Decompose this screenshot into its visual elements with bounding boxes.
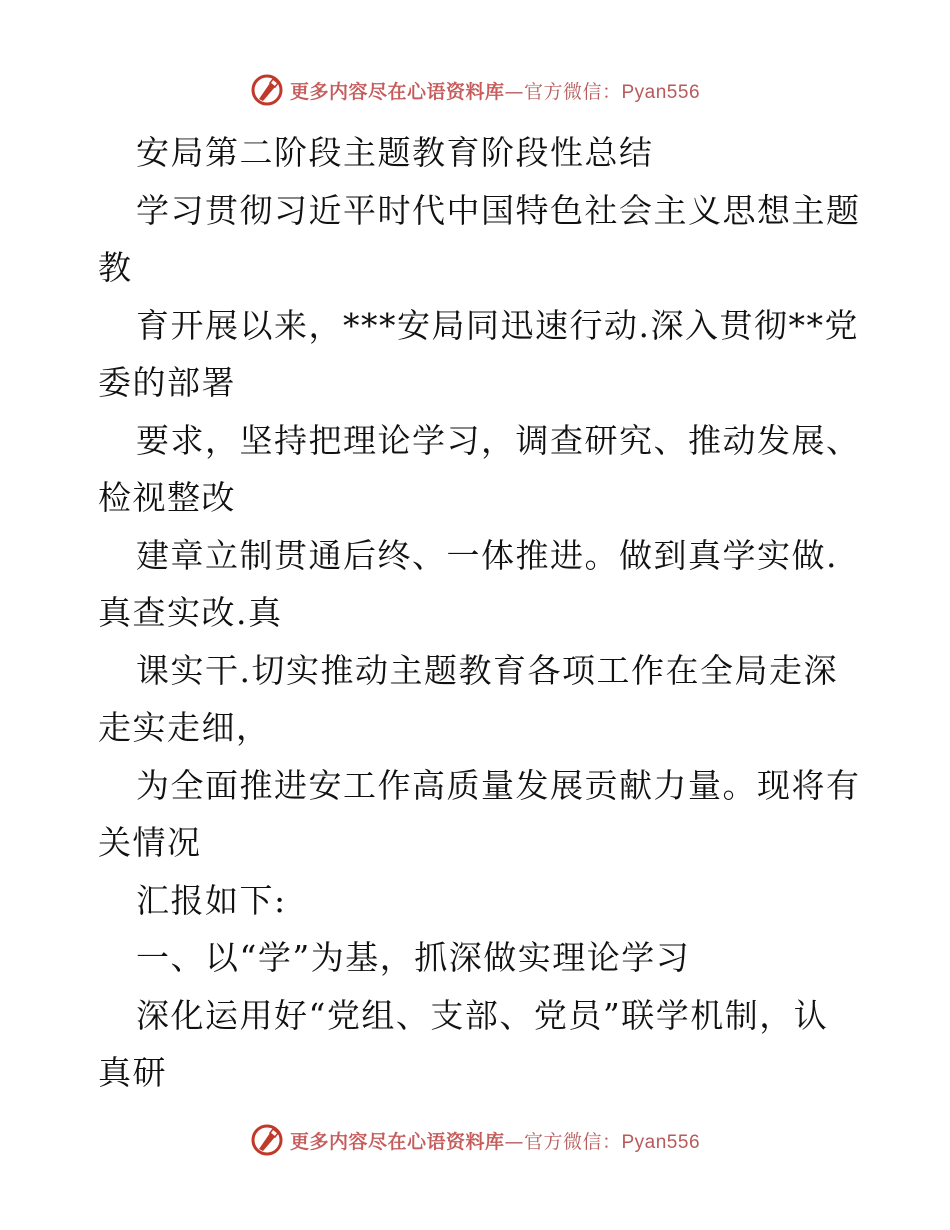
watermark-separator: — [504, 80, 524, 103]
document-line: 委的部署 [98, 363, 236, 402]
fountain-pen-circle-icon [250, 1123, 284, 1157]
watermark-brand: 更多内容尽在心语资料库 [289, 80, 505, 103]
document-line: 学习贯彻习近平时代中国特色社会主义思想主题 [136, 190, 861, 230]
document-body [98, 124, 868, 1102]
fountain-pen-circle-icon [250, 73, 284, 107]
document-line: 走实走细， [98, 708, 271, 747]
footer-watermark [0, 1122, 950, 1158]
document-line: 关情况 [98, 823, 202, 862]
document-line: 育开展以来，***安局同迅速行动.深入贯彻**党 [136, 305, 859, 345]
document-line: 汇报如下: [136, 880, 287, 920]
document-line: 教 [98, 248, 133, 287]
watermark-text [290, 1127, 700, 1154]
watermark-wechat-label: 官方微信： [523, 80, 622, 103]
document-line: 真研 [98, 1053, 167, 1092]
document-line: 安局第二阶段主题教育阶段性总结 [136, 133, 654, 172]
document-line: 课实干.切实推动主题教育各项工作在全局走深 [136, 650, 838, 690]
document-line: 检视整改 [98, 478, 236, 517]
document-line: 深化运用好“党组、支部、党员”联学机制，认 [136, 995, 829, 1035]
document-line: 建章立制贯通后终、一体推进。做到真学实做. [136, 535, 838, 575]
watermark-wechat-label: 官方微信： [523, 1130, 622, 1153]
watermark-wechat-id: Pyan556 [621, 81, 701, 103]
document-line: 真查实改.真 [98, 593, 283, 632]
document-line: 一、以“学”为基，抓深做实理论学习 [136, 938, 691, 977]
watermark-text [290, 77, 700, 104]
document-line: 要求，坚持把理论学习，调查研究、推动发展、 [136, 420, 861, 460]
header-watermark [0, 72, 950, 108]
watermark-separator: — [504, 1130, 524, 1153]
watermark-wechat-id: Pyan556 [621, 1131, 701, 1153]
document-line: 为全面推进安工作高质量发展贡献力量。现将有 [136, 765, 861, 805]
watermark-brand: 更多内容尽在心语资料库 [289, 1130, 505, 1153]
